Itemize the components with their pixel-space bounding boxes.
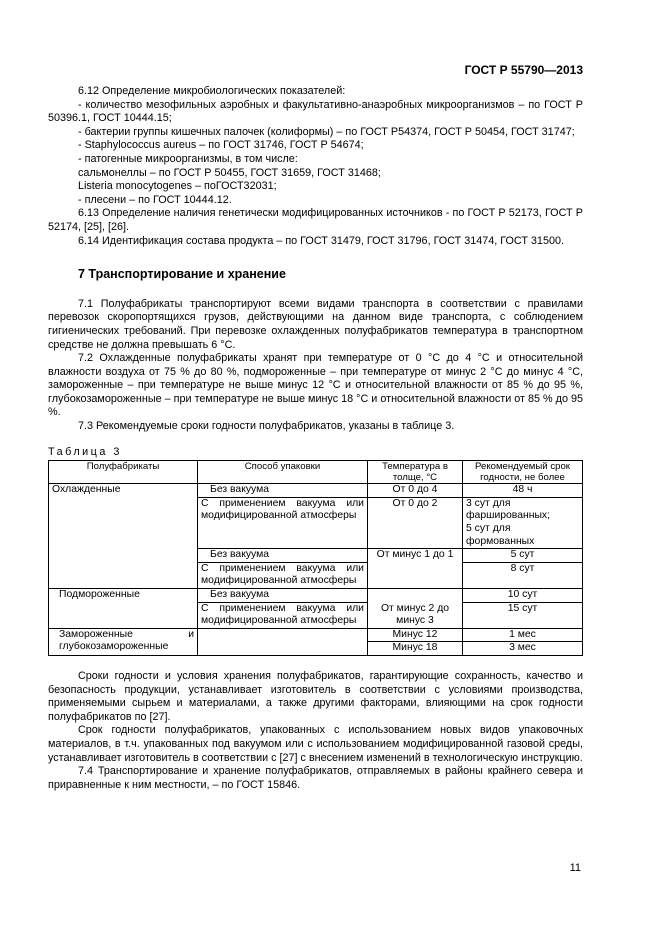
temperature-cell: От 0 до 2 bbox=[368, 497, 463, 548]
paragraph-6-14: 6.14 Идентификация состава продукта – по ГОСТ 31479, ГОСТ 31796, ГОСТ 31474, ГОСТ 31500. bbox=[78, 234, 564, 247]
shelf-life-cell: 15 сут bbox=[463, 602, 583, 628]
column-header: Рекомендуемый срок годности, не более bbox=[463, 461, 583, 484]
shelf-life-cell: 8 сут bbox=[463, 562, 583, 588]
list-item: - количество мезофильных аэробных и факультативно-анаэробных микроорганизмов – по ГОСТ Р 50396.1, ГОСТ 10444.15; bbox=[48, 98, 583, 125]
shelf-life-cell: 5 сут bbox=[463, 549, 583, 563]
list-item: сальмонеллы – по ГОСТ Р 50455, ГОСТ 31659, ГОСТ 31468; bbox=[78, 166, 381, 179]
paragraph-7-3: 7.3 Рекомендуемые сроки годности полуфабрикатов, указаны в таблице 3. bbox=[78, 420, 455, 433]
paragraph-6-12: 6.12 Определение микробиологических показателей: bbox=[78, 85, 346, 97]
page-content bbox=[48, 85, 583, 792]
category-frozen: Замороженные и глубокозамороженные bbox=[49, 628, 198, 655]
paragraph-shelf-life: Сроки годности и условия хранения полуфабрикатов, гарантирующие сохранность, качество и безопасность продукции, устанавливает изготовитель в соответствии с условиями производства, применяемыми сырьем и материалами, а также другими факторами, влияющими на срок годности полуфабрикатов по [27]. bbox=[48, 669, 583, 723]
paragraph-6-13: 6.13 Определение наличия генетически модифицированных источников - по ГОСТ Р 52173, ГОСТ Р 52174, [25], [26]. bbox=[48, 207, 583, 233]
packaging-cell: С применением вакуума или модифицированной атмосферы bbox=[198, 562, 368, 588]
temperature-cell: От минус 1 до 1 bbox=[368, 549, 463, 589]
list-item: - Staphylococcus aureus – по ГОСТ 31746, ГОСТ Р 54674; bbox=[78, 139, 364, 152]
packaging-cell: С применением вакуума или модифицированной атмосферы bbox=[198, 497, 368, 548]
table-row bbox=[49, 484, 583, 498]
list-item: Listeria monocytogenes – поГОСТ32031; bbox=[78, 180, 277, 193]
paragraph-7-4: 7.4 Транспортирование и хранение полуфабрикатов, отправляемых в районы крайнего севера и приравненные к ним местности, – по ГОСТ 15846. bbox=[48, 765, 583, 791]
page-number: 11 bbox=[569, 862, 581, 874]
shelf-life-table bbox=[48, 460, 583, 656]
shelf-life-formed: 5 сут для формованных bbox=[466, 523, 535, 547]
temperature-cell: Минус 18 bbox=[368, 642, 463, 656]
temperature-cell: От минус 2 до минус 3 bbox=[368, 589, 463, 629]
table-row bbox=[49, 589, 583, 603]
shelf-life-cell: 10 сут bbox=[463, 589, 583, 603]
shelf-life-stuffed: 3 сут для фаршированных; bbox=[466, 497, 551, 522]
document-header: ГОСТ Р 55790—2013 bbox=[464, 63, 583, 77]
shelf-life-cell: 1 мес bbox=[463, 628, 583, 642]
category-chilled: Охлажденные bbox=[49, 484, 198, 589]
packaging-cell: С применением вакуума или модифицированной атмосферы bbox=[198, 602, 368, 628]
paragraph-7-1: 7.1 Полуфабрикаты транспортируют всеми видами транспорта в соответствии с правилами перевозок скоропортящихся грузов, действующими на данном виде транспорта, с соблюдением гигиенических требований. При перевозке охлажденных полуфабрикатов температура в транспортном средстве не должна превышать 6 °С. bbox=[48, 297, 583, 351]
packaging-cell: Без вакуума bbox=[198, 549, 368, 563]
paragraph-new-packaging: Срок годности полуфабрикатов, упакованных с использованием новых видов упаковочных материалов, в т.ч. упакованных под вакуумом или с использованием модифицированной газовой среды, устанавливает изготовитель в соответствии с [27] с внесением изменений в технологическую инструкцию. bbox=[48, 724, 583, 764]
category-semi-frozen: Подмороженные bbox=[49, 589, 198, 629]
temperature-cell: От 0 до 4 bbox=[368, 484, 463, 498]
packaging-cell bbox=[198, 628, 368, 655]
column-header: Способ упаковки bbox=[198, 461, 368, 484]
column-header: Полуфабрикаты bbox=[49, 461, 198, 484]
table-header-row bbox=[49, 461, 583, 484]
list-item: - бактерии группы кишечных палочек (колиформы) – по ГОСТ Р54374, ГОСТ Р 50454, ГОСТ 31747; bbox=[78, 125, 575, 138]
table-row bbox=[49, 628, 583, 642]
shelf-life-cell bbox=[463, 497, 583, 548]
packaging-cell: Без вакуума bbox=[198, 589, 368, 603]
column-header: Температура в толще, °С bbox=[368, 461, 463, 484]
shelf-life-cell: 48 ч bbox=[463, 484, 583, 498]
table-caption: Таблица 3 bbox=[48, 445, 122, 458]
paragraph-7-2: 7.2 Охлажденные полуфабрикаты хранят при температуре от 0 °С до 4 °С и относительной влажности воздуха от 75 % до 80 %, подмороженные – при температуре от минус 2 °С до минус 4 °С, замороженные – при температуре не выше минус 12 °С и относительной влажности от 85 % до 95 %, глубокозамороженные – при температуре не выше минус 18 °С и относительной влажности от 85 % до 95 %. bbox=[48, 352, 583, 419]
temperature-cell: Минус 12 bbox=[368, 628, 463, 642]
list-item: - патогенные микроорганизмы, в том числе: bbox=[78, 152, 298, 165]
shelf-life-cell: 3 мес bbox=[463, 642, 583, 656]
list-item: - плесени – по ГОСТ 10444.12. bbox=[78, 193, 232, 206]
packaging-cell: Без вакуума bbox=[198, 484, 368, 498]
section-title: 7 Транспортирование и хранение bbox=[78, 267, 286, 282]
